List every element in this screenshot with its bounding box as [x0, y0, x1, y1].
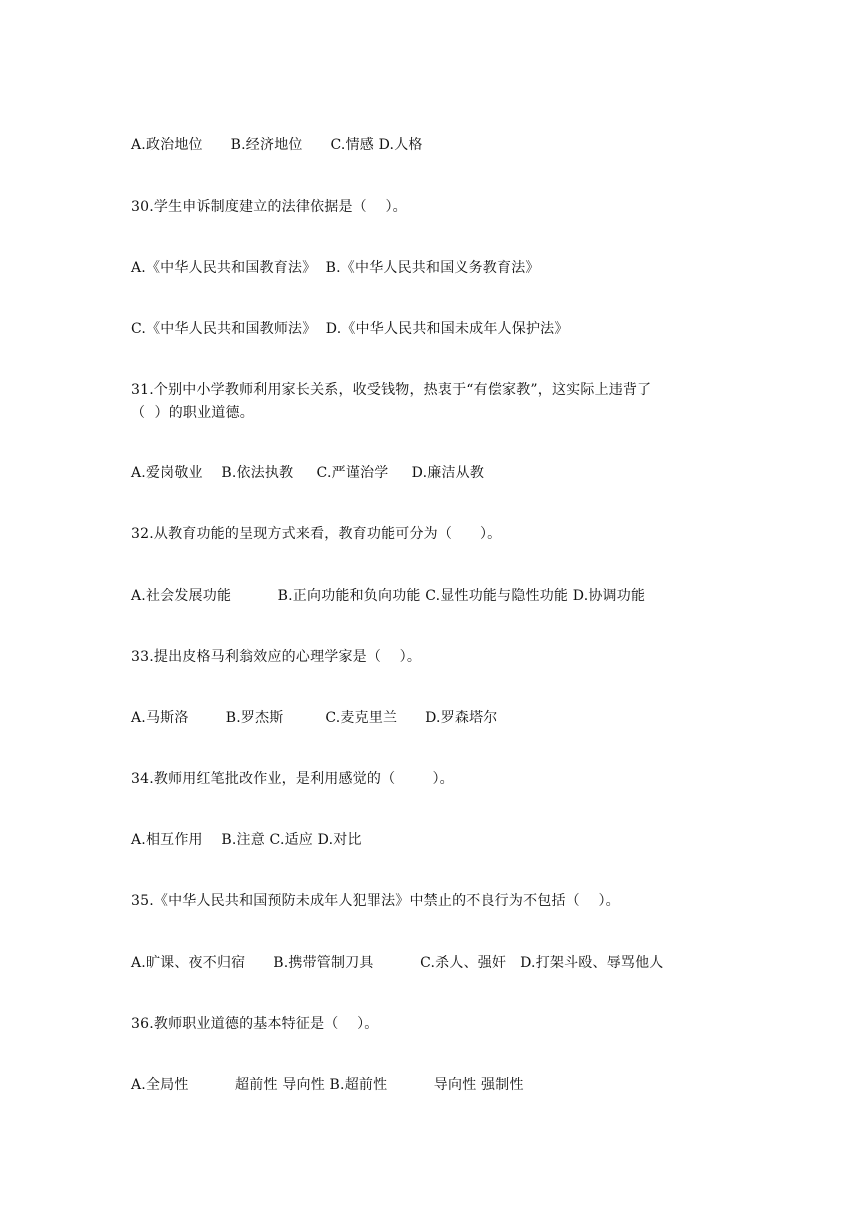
q30-question: 30.学生申诉制度建立的法律依据是（ ）。 [131, 199, 407, 215]
q30-options-cd: C.《中华人民共和国教师法》 D.《中华人民共和国未成年人保护法》 [131, 321, 569, 337]
q36-question: 36.教师职业道德的基本特征是（ ）。 [131, 1016, 379, 1032]
q34-question: 34.教师用红笔批改作业，是利用感觉的（ ）。 [131, 771, 454, 787]
q29-options: A.政治地位 B.经济地位 C.情感 D.人格 [131, 137, 423, 153]
q33-options: A.马斯洛 B.罗杰斯 C.麦克里兰 D.罗森塔尔 [131, 710, 498, 726]
q34-options: A.相互作用 B.注意 C.适应 D.对比 [131, 832, 362, 848]
q31-question-line2: （ ）的职业道德。 [131, 405, 254, 421]
q30-options-ab: A.《中华人民共和国教育法》 B.《中华人民共和国义务教育法》 [131, 260, 540, 276]
q32-question: 32.从教育功能的呈现方式来看，教育功能可分为（ ）。 [131, 526, 502, 542]
q36-options: A.全局性 超前性 导向性 B.超前性 导向性 强制性 [131, 1077, 524, 1093]
q32-options: A.社会发展功能 B.正向功能和负向功能 C.显性功能与隐性功能 D.协调功能 [131, 588, 646, 604]
q35-question: 35.《中华人民共和国预防未成年人犯罪法》中禁止的不良行为不包括（ ）。 [131, 893, 620, 909]
q35-options: A.旷课、夜不归宿 B.携带管制刀具 C.杀人、强奸 D.打架斗殴、辱骂他人 [131, 955, 664, 971]
q31-options: A.爱岗敬业 B.依法执教 C.严谨治学 D.廉洁从教 [131, 465, 485, 481]
q31-question-line1: 31.个别中小学教师利用家长关系，收受钱物，热衷于“有偿家教”，这实际上违背了 [131, 382, 652, 398]
q33-question: 33.提出皮格马利翁效应的心理学家是（ ）。 [131, 649, 422, 665]
